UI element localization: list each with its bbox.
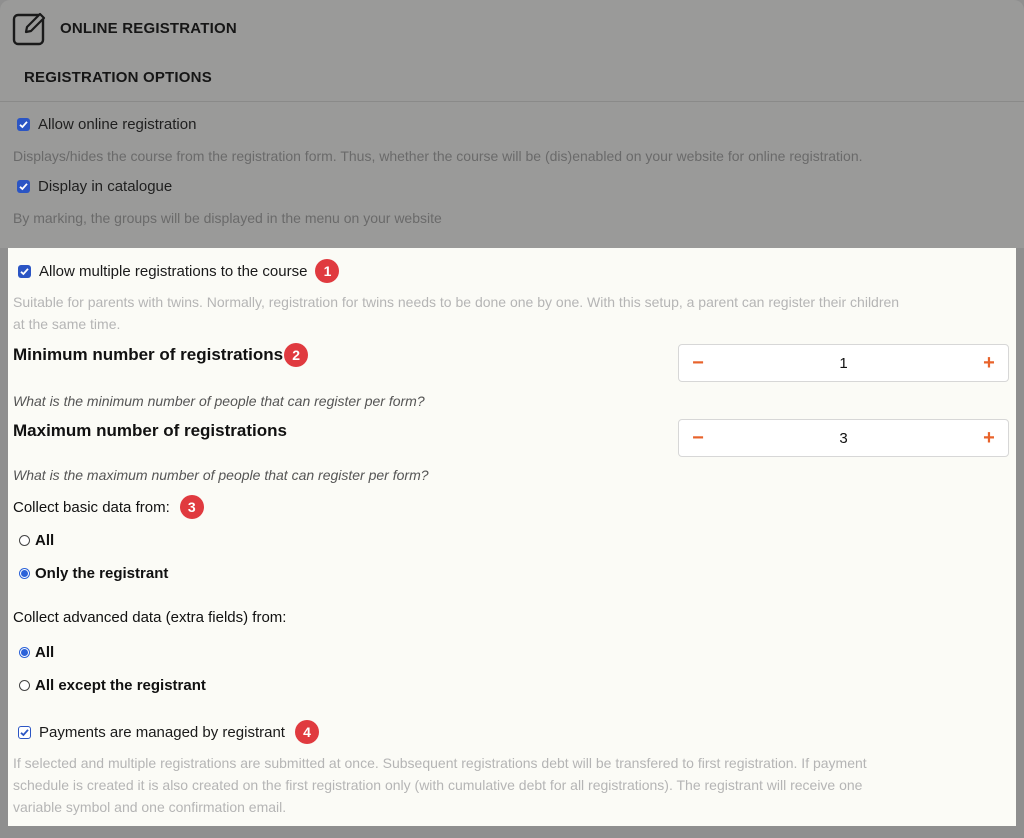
advanced-data-label: Collect advanced data (extra fields) from:: [13, 609, 287, 626]
basic-data-radio-registrant[interactable]: [19, 568, 30, 579]
display-catalogue-label: Display in catalogue: [38, 178, 173, 195]
step-badge-3: 3: [180, 495, 204, 519]
advanced-data-option-except[interactable]: [19, 677, 206, 694]
max-registrations-stepper[interactable]: [678, 419, 1009, 457]
advanced-data-option-label: All: [35, 644, 55, 661]
step-badge-1: 1: [315, 259, 339, 283]
basic-data-label-row: [13, 495, 204, 519]
display-catalogue-checkbox[interactable]: [17, 180, 30, 193]
basic-data-option-label: Only the registrant: [35, 565, 169, 582]
display-catalogue-row[interactable]: [17, 178, 172, 195]
max-decrement-button[interactable]: −: [692, 427, 704, 449]
min-registrations-stepper[interactable]: [678, 344, 1009, 382]
bottom-overlay: [0, 826, 1024, 838]
page-title: ONLINE REGISTRATION: [60, 19, 237, 37]
allow-multiple-checkbox[interactable]: [18, 265, 31, 278]
display-catalogue-help: By marking, the groups will be displayed in the menu on your website: [13, 210, 442, 226]
section-divider: [0, 101, 1024, 102]
basic-data-option-all[interactable]: [19, 532, 54, 549]
step-badge-2: 2: [284, 343, 308, 367]
payments-checkbox[interactable]: [18, 726, 31, 739]
payments-help-3: variable symbol and one confirmation email.: [13, 799, 287, 815]
min-registrations-label: Minimum number of registrations: [13, 345, 284, 364]
step-badge-4: 4: [295, 720, 319, 744]
min-registrations-help: What is the minimum number of people that can register per form?: [13, 393, 425, 409]
payments-row[interactable]: [18, 720, 319, 744]
basic-data-option-label: All: [35, 532, 55, 549]
payments-help-2: schedule is created it is also created on the first registration only (with cumulative debt for all registrations). The registrant will receive one: [13, 777, 863, 793]
allow-online-row[interactable]: [17, 116, 196, 133]
advanced-data-option-label: All except the registrant: [35, 677, 206, 694]
min-registrations-value[interactable]: 1: [839, 354, 848, 372]
advanced-data-radio-except[interactable]: [19, 680, 30, 691]
max-registrations-help: What is the maximum number of people that can register per form?: [13, 467, 429, 483]
max-increment-button[interactable]: +: [983, 427, 995, 449]
allow-online-label: Allow online registration: [38, 116, 197, 133]
min-registrations-label-row: [13, 343, 308, 367]
min-increment-button[interactable]: +: [983, 352, 995, 374]
max-registrations-label: Maximum number of registrations: [13, 421, 287, 440]
edit-icon: [12, 10, 48, 46]
max-registrations-value[interactable]: 3: [839, 429, 848, 447]
basic-data-label: Collect basic data from:: [13, 498, 170, 516]
allow-multiple-help-1: Suitable for parents with twins. Normally, registration for twins needs to be done one by one. With this setup, a parent can register their children: [13, 294, 900, 310]
allow-online-checkbox[interactable]: [17, 118, 30, 131]
allow-multiple-label: Allow multiple registrations to the course: [39, 262, 308, 280]
allow-multiple-row[interactable]: [18, 259, 339, 283]
payments-help-1: If selected and multiple registrations are submitted at once. Subsequent registrations debt will be transfered to first registration. If payment: [13, 755, 867, 771]
page-header: [12, 8, 237, 48]
basic-data-option-registrant[interactable]: [19, 565, 168, 582]
advanced-data-option-all[interactable]: [19, 644, 54, 661]
min-decrement-button[interactable]: −: [692, 352, 704, 374]
section-title: REGISTRATION OPTIONS: [24, 69, 212, 86]
allow-online-help: Displays/hides the course from the registration form. Thus, whether the course will be (dis)enabled on your website for online registration.: [13, 148, 863, 164]
advanced-data-radio-all[interactable]: [19, 647, 30, 658]
allow-multiple-help-2: at the same time.: [13, 316, 121, 332]
payments-label: Payments are managed by registrant: [39, 723, 285, 741]
basic-data-radio-all[interactable]: [19, 535, 30, 546]
